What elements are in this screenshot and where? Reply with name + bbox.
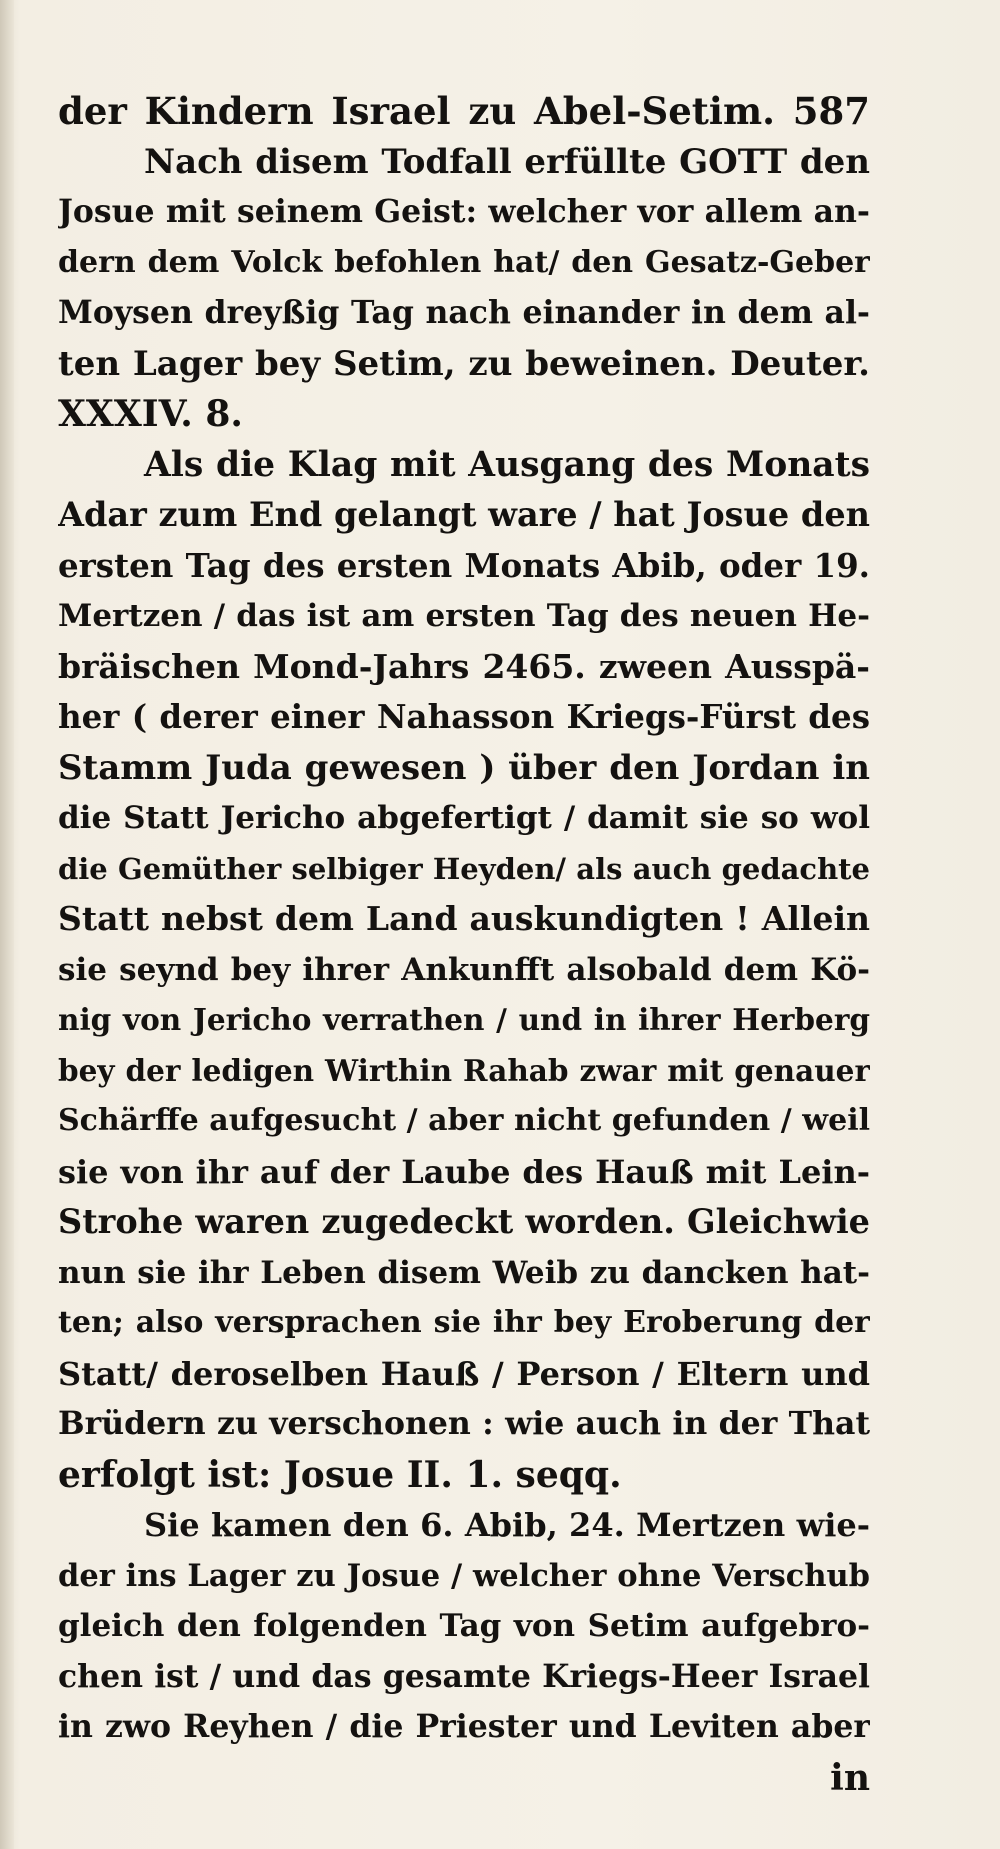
page-gutter [0, 0, 14, 1849]
text-line: Mertzen / das ist am ersten Tag des neuen He- [58, 598, 870, 634]
text-line: Moysen dreyßig Tag nach einander in dem al- [58, 294, 870, 331]
text-line: sie seynd bey ihrer Ankunfft alsobald dem Kö- [58, 951, 870, 988]
text-line: Adar zum End gelangt ware / hat Josue den [58, 495, 870, 534]
text-line: der ins Lager zu Josue / welcher ohne Verschub [58, 1557, 870, 1594]
text-line: Statt/ deroselben Hauß / Person / Eltern und [58, 1354, 870, 1393]
text-line: bräischen Mond-Jahrs 2465. zween Ausspä- [58, 646, 870, 686]
page-text-block [58, 86, 870, 1803]
text-line: chen ist / und das gesamte Kriegs-Heer Israel [58, 1657, 870, 1695]
text-line: ersten Tag des ersten Monats Abib, oder 19. [58, 545, 870, 585]
running-head: der Kindern Israel zu Abel-Setim. 587 [58, 89, 870, 133]
text-line: Als die Klag mit Ausgang des Monats [144, 444, 870, 485]
text-line: in zwo Reyhen / die Priester und Leviten aber [58, 1708, 870, 1745]
text-line: her ( derer einer Nahasson Kriegs-Fürst des [58, 697, 870, 736]
text-line: die Gemüther selbiger Heyden/ als auch gedachte [58, 851, 870, 886]
text-line: Strohe waren zugedeckt worden. Gleichwie [58, 1202, 870, 1241]
text-line: Josue mit seinem Geist: welcher vor allem an- [58, 193, 870, 230]
text-line: sie von ihr auf der Laube des Hauß mit Lein- [58, 1152, 870, 1191]
text-line: Sie kamen den 6. Abib, 24. Mertzen wie- [144, 1506, 870, 1544]
text-line: Nach disem Todfall erfüllte GOTT den [144, 141, 870, 182]
text-line: bey der ledigen Wirthin Rahab zwar mit genauer [58, 1052, 870, 1088]
text-line: die Statt Jericho abgefertigt / damit sie so wol [58, 800, 870, 836]
text-line: erfolgt ist: Josue II. 1. seqq. [58, 1453, 622, 1496]
text-line: ten Lager bey Setim, zu beweinen. Deuter. [58, 343, 870, 384]
text-line: gleich den folgenden Tag von Setim aufgebro- [58, 1608, 870, 1644]
text-line: XXXIV. 8. [58, 393, 243, 435]
text-line: Brüdern zu verschonen : wie auch in der That [58, 1405, 870, 1442]
text-line: Stamm Juda gewesen ) über den Jordan in [58, 747, 870, 788]
text-line: dern dem Volck befohlen hat/ den Gesatz-Geber [58, 244, 870, 280]
catchword: in [830, 1756, 870, 1799]
text-line: Schärffe aufgesucht / aber nicht gefunden / weil [58, 1103, 870, 1138]
text-line: nig von Jericho verrathen / und in ihrer Herberg [58, 1002, 870, 1037]
text-line: ten; also versprachen sie ihr bey Eroberung der [58, 1305, 870, 1340]
text-line: Statt nebst dem Land auskundigten ! Allein [58, 899, 870, 938]
text-line: nun sie ihr Leben disem Weib zu dancken hat- [58, 1254, 870, 1291]
